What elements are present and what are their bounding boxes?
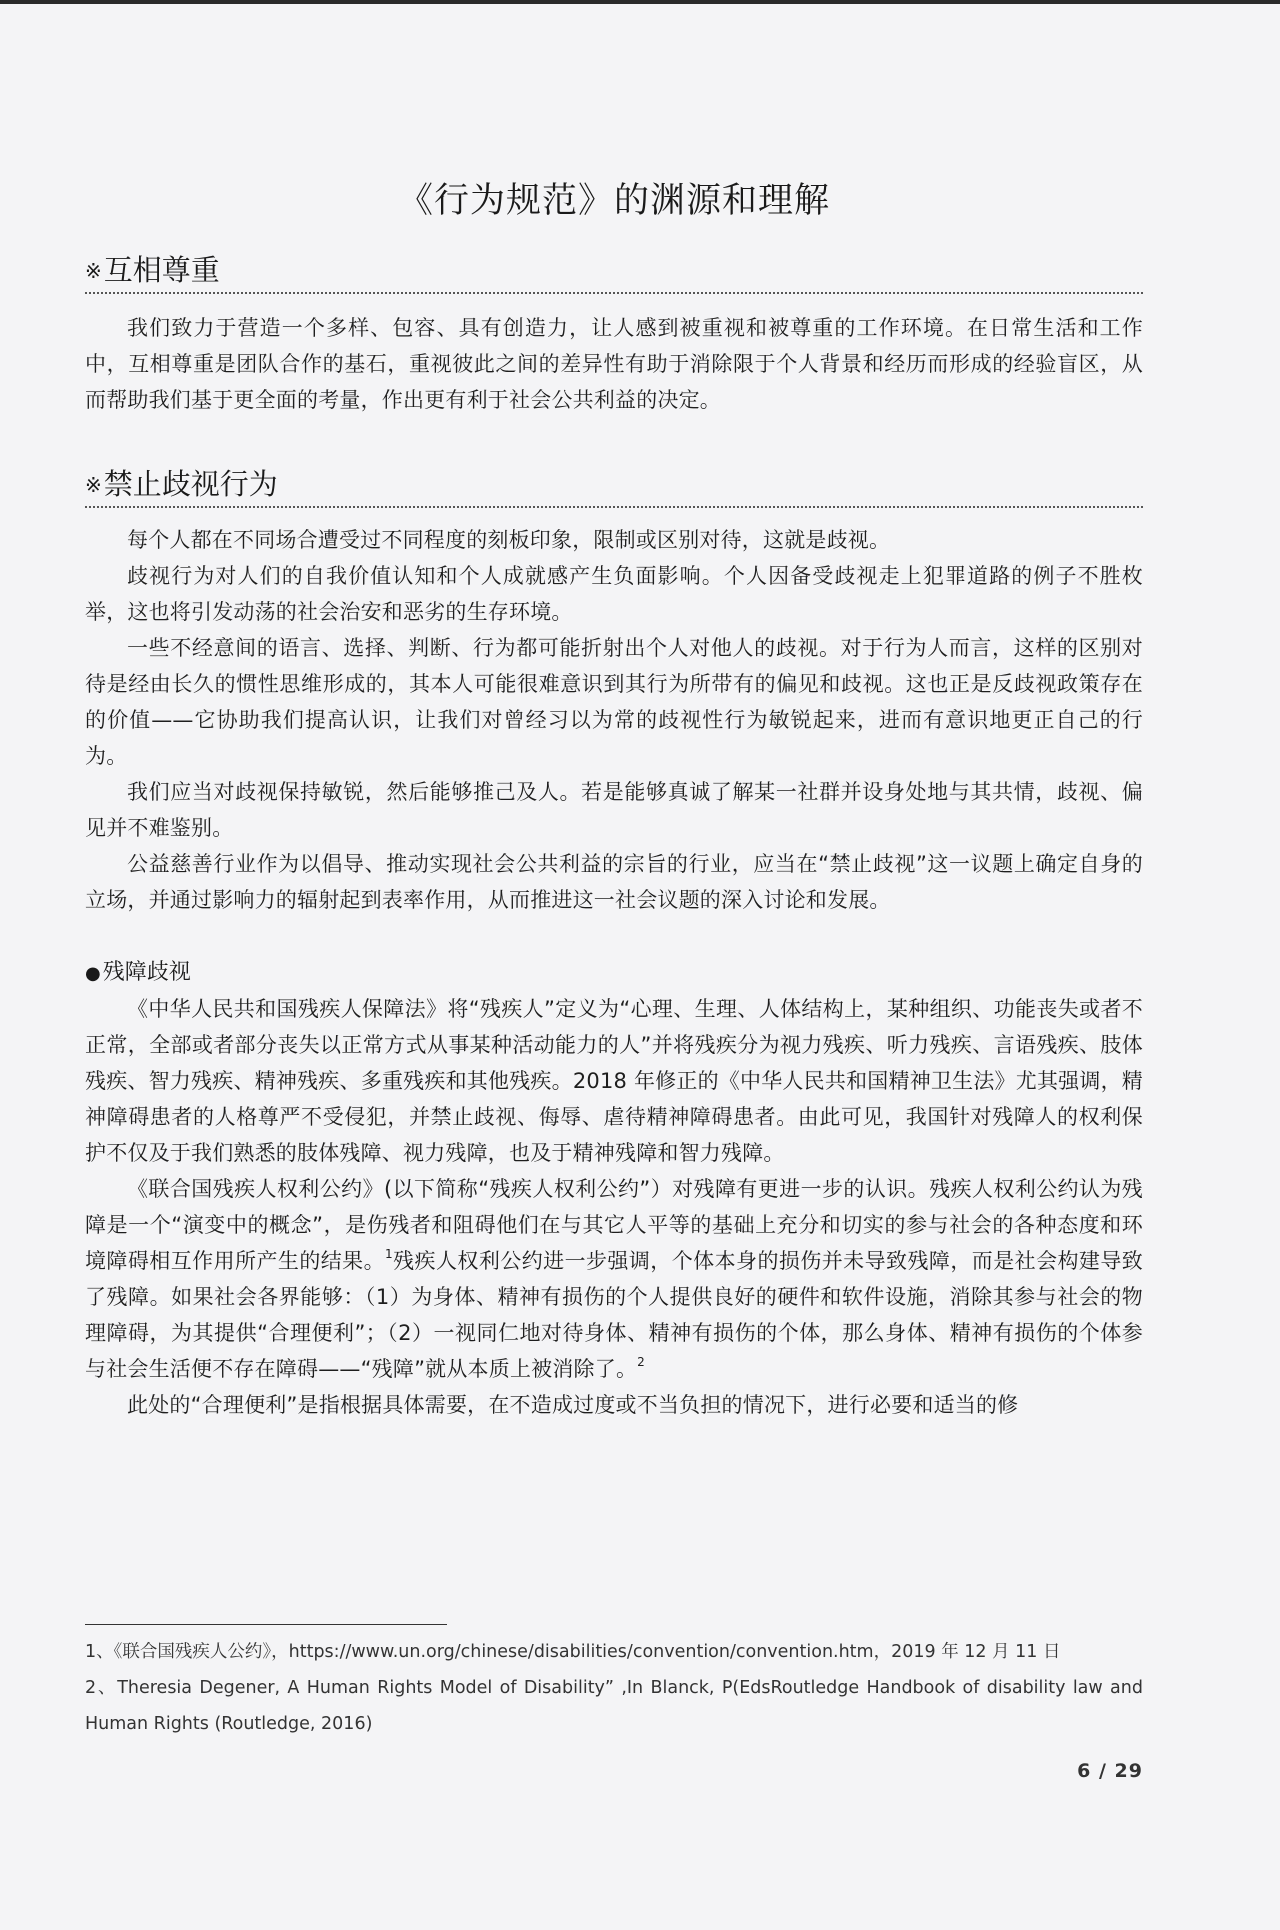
paragraph: 此处的“合理便利”是指根据具体需要，在不造成过度或不当负担的情况下，进行必要和适当的修: [127, 1393, 1019, 1417]
footnote-ref-2: 2: [637, 1355, 646, 1369]
document-page: [85, 0, 1143, 1930]
paragraph: 公益慈善行业作为以倡导、推动实现社会公共利益的宗旨的行业，应当在“禁止歧视”这一议题上确定自身的立场，并通过影响力的辐射起到表率作用，从而推进这一社会议题的深入讨论和发展。: [85, 852, 1143, 912]
page-number: 6 / 29: [1077, 1760, 1143, 1782]
reference-mark-icon: ※: [85, 259, 102, 283]
section-heading-text: 互相尊重: [103, 253, 220, 287]
section-heading: [85, 464, 1143, 508]
paragraph-text: 《联合国残疾人权利公约》(以下简称“残疾人权利公约”）对残障有更进一步的认识。残疾人权利公约认为残障是一个“演变中的概念”，是伤残者和阻碍他们在与其它人平等的基础上充分和切实的参与社会的各种态度和环境障碍相互作用所产生的结果。: [85, 1177, 1143, 1273]
reference-mark-icon: ※: [85, 473, 102, 497]
paragraph: 我们应当对歧视保持敏锐，然后能够推己及人。若是能够真诚了解某一社群并设身处地与其共情，歧视、偏见并不难鉴别。: [85, 780, 1143, 840]
paragraph: 一些不经意间的语言、选择、判断、行为都可能折射出个人对他人的歧视。对于行为人而言，这样的区别对待是经由长久的惯性思维形成的，其本人可能很难意识到其行为所带有的偏见和歧视。这也正是反歧视政策存在的价值——它协助我们提高认识，让我们对曾经习以为常的歧视性行为敏锐起来，进而有意识地更正自己的行为。: [85, 636, 1143, 768]
paragraph: 歧视行为对人们的自我价值认知和个人成就感产生负面影响。个人因备受歧视走上犯罪道路的例子不胜枚举，这也将引发动荡的社会治安和恶劣的生存环境。: [85, 564, 1143, 624]
paragraph: [85, 1171, 1143, 1387]
paragraph-text: 残疾人权利公约进一步强调，个体本身的损伤并未导致残障，而是社会构建导致了残障。如果社会各界能够：（1）为身体、精神有损伤的个人提供良好的硬件和软件设施，消除其参与社会的物理障碍，为其提供“合理便利”；（2）一视同仁地对待身体、精神有损伤的个体，那么身体、精神有损伤的个体参与社会生活便不存在障碍——“残障”就从本质上被消除了。: [85, 1249, 1143, 1381]
footnote-item: 1、《联合国残疾人公约》，https://www.un.org/chinese/disabilities/convention/convention.htm，2019 年 12 月 11 日: [85, 1642, 1061, 1662]
footnote-item: 2、Theresia Degener, A Human Rights Model of Disability” ,In Blanck, P(EdsRoutledge Handbook of disability law and Human Rights (Routledge, 2016): [85, 1678, 1143, 1734]
subsection-body: [85, 991, 1143, 1423]
footnotes: [85, 1634, 1143, 1742]
footnote-divider: [85, 1624, 447, 1625]
page-title: 《行为规范》的渊源和理解: [397, 181, 830, 221]
subsection-heading: [85, 955, 191, 992]
section-heading-text: 禁止歧视行为: [103, 467, 278, 501]
section-mutual-respect: [85, 250, 1143, 418]
section-heading: [85, 250, 1143, 294]
paragraph: 每个人都在不同场合遭受过不同程度的刻板印象，限制或区别对待，这就是歧视。: [127, 528, 891, 552]
section-anti-discrimination: [85, 464, 1143, 918]
footnote-ref-1: 1: [385, 1247, 393, 1261]
subsection-heading-text: 残障歧视: [102, 960, 191, 985]
paragraph: 我们致力于营造一个多样、包容、具有创造力，让人感到被重视和被尊重的工作环境。在日常生活和工作中，互相尊重是团队合作的基石，重视彼此之间的差异性有助于消除限于个人背景和经历而形成的经验盲区，从而帮助我们基于更全面的考量，作出更有利于社会公共利益的决定。: [85, 316, 1143, 412]
bullet-icon: ●: [85, 963, 101, 984]
paragraph: 《中华人民共和国残疾人保障法》将“残疾人”定义为“心理、生理、人体结构上，某种组织、功能丧失或者不正常，全部或者部分丧失以正常方式从事某种活动能力的人”并将残疾分为视力残疾、听力残疾、言语残疾、肢体残疾、智力残疾、精神残疾、多重残疾和其他残疾。2018 年修正的《中华人民共和国精神卫生法》尤其强调，精神障碍患者的人格尊严不受侵犯，并禁止歧视、侮辱、虐待精神障碍患者。由此可见，我国针对残障人的权利保护不仅及于我们熟悉的肢体残障、视力残障，也及于精神残障和智力残障。: [85, 997, 1143, 1165]
